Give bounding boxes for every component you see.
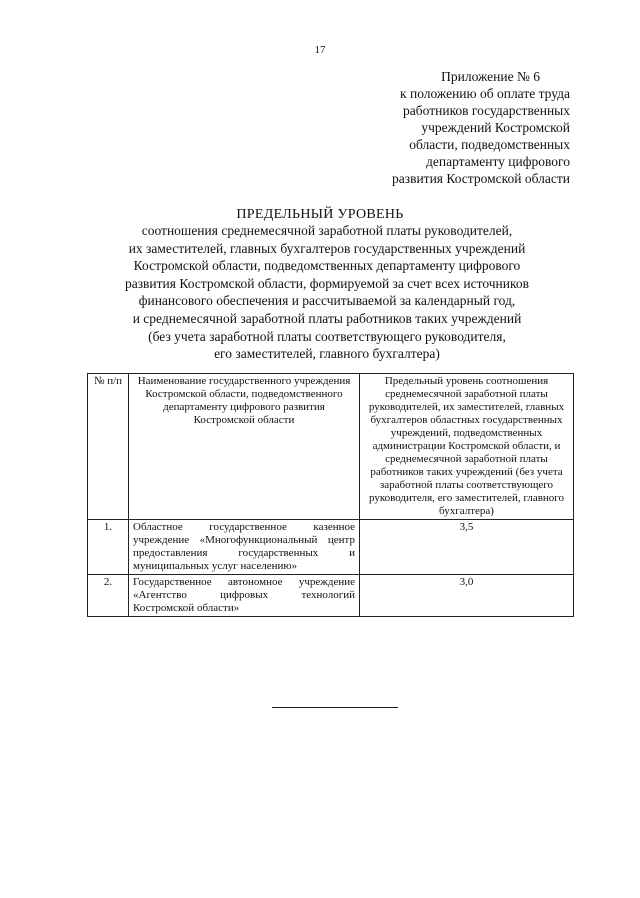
document-title: ПРЕДЕЛЬНЫЙ УРОВЕНЬ <box>236 207 404 222</box>
table-header-row <box>88 374 574 520</box>
appendix-line: области, подведомственных <box>409 137 570 152</box>
page-number: 17 <box>314 44 326 56</box>
document-subtitle <box>92 222 562 363</box>
appendix-line: к положению об оплате труда <box>400 86 570 101</box>
row-name: Государственное автономное учреждение «Агентство цифровых технологий Костромской области» <box>129 575 360 617</box>
subtitle-line: (без учета заработной платы соответствующего руководителя, <box>148 328 506 344</box>
row-name: Областное государственное казенное учреждение «Многофункциональный центр предоставления государственных и муниципальных услуг населению» <box>129 520 360 575</box>
row-num: 1. <box>88 520 129 575</box>
row-num: 2. <box>88 575 129 617</box>
appendix-line: учреждений Костромской <box>421 120 570 135</box>
subtitle-line: развития Костромской области, формируемой за счет всех источников <box>124 275 530 291</box>
header-ratio: Предельный уровень соотношения среднемесячной заработной платы руководителей, их заместителей, главных бухгалтеров областных государственных учреждений, подведомственных администрации Костромской области, и среднемесячной заработной платы работников таких учреждений (без учета заработной платы соответствующего руководителя, его заместителей, главного бухгалтера) <box>360 374 574 520</box>
subtitle-line: и среднемесячной заработной платы работников таких учреждений <box>132 310 522 326</box>
subtitle-line: финансового обеспечения и рассчитываемой за календарный год, <box>138 293 516 309</box>
row-ratio: 3,5 <box>360 520 574 575</box>
appendix-title: Приложение № 6 <box>441 69 540 84</box>
row-ratio: 3,0 <box>360 575 574 617</box>
header-name: Наименование государственного учреждения Костромской области, подведомственного департаменту цифрового развития Костромской области <box>129 374 360 520</box>
header-num: № п/п <box>88 374 129 520</box>
subtitle-line: Костромской области, подведомственных департаменту цифрового <box>133 258 521 274</box>
limits-table <box>87 373 574 617</box>
appendix-line: департаменту цифрового <box>426 154 570 169</box>
table-row <box>88 520 574 575</box>
subtitle-line: соотношения среднемесячной заработной платы руководителей, <box>141 223 513 238</box>
appendix-line: работников государственных <box>403 103 570 118</box>
subtitle-line: его заместителей, главного бухгалтера) <box>214 346 440 362</box>
table-row <box>88 575 574 617</box>
subtitle-line: их заместителей, главных бухгалтеров государственных учреждений <box>128 240 526 256</box>
footer-divider <box>272 707 398 708</box>
appendix-line: развития Костромской области <box>392 171 570 186</box>
appendix-block <box>340 68 570 187</box>
